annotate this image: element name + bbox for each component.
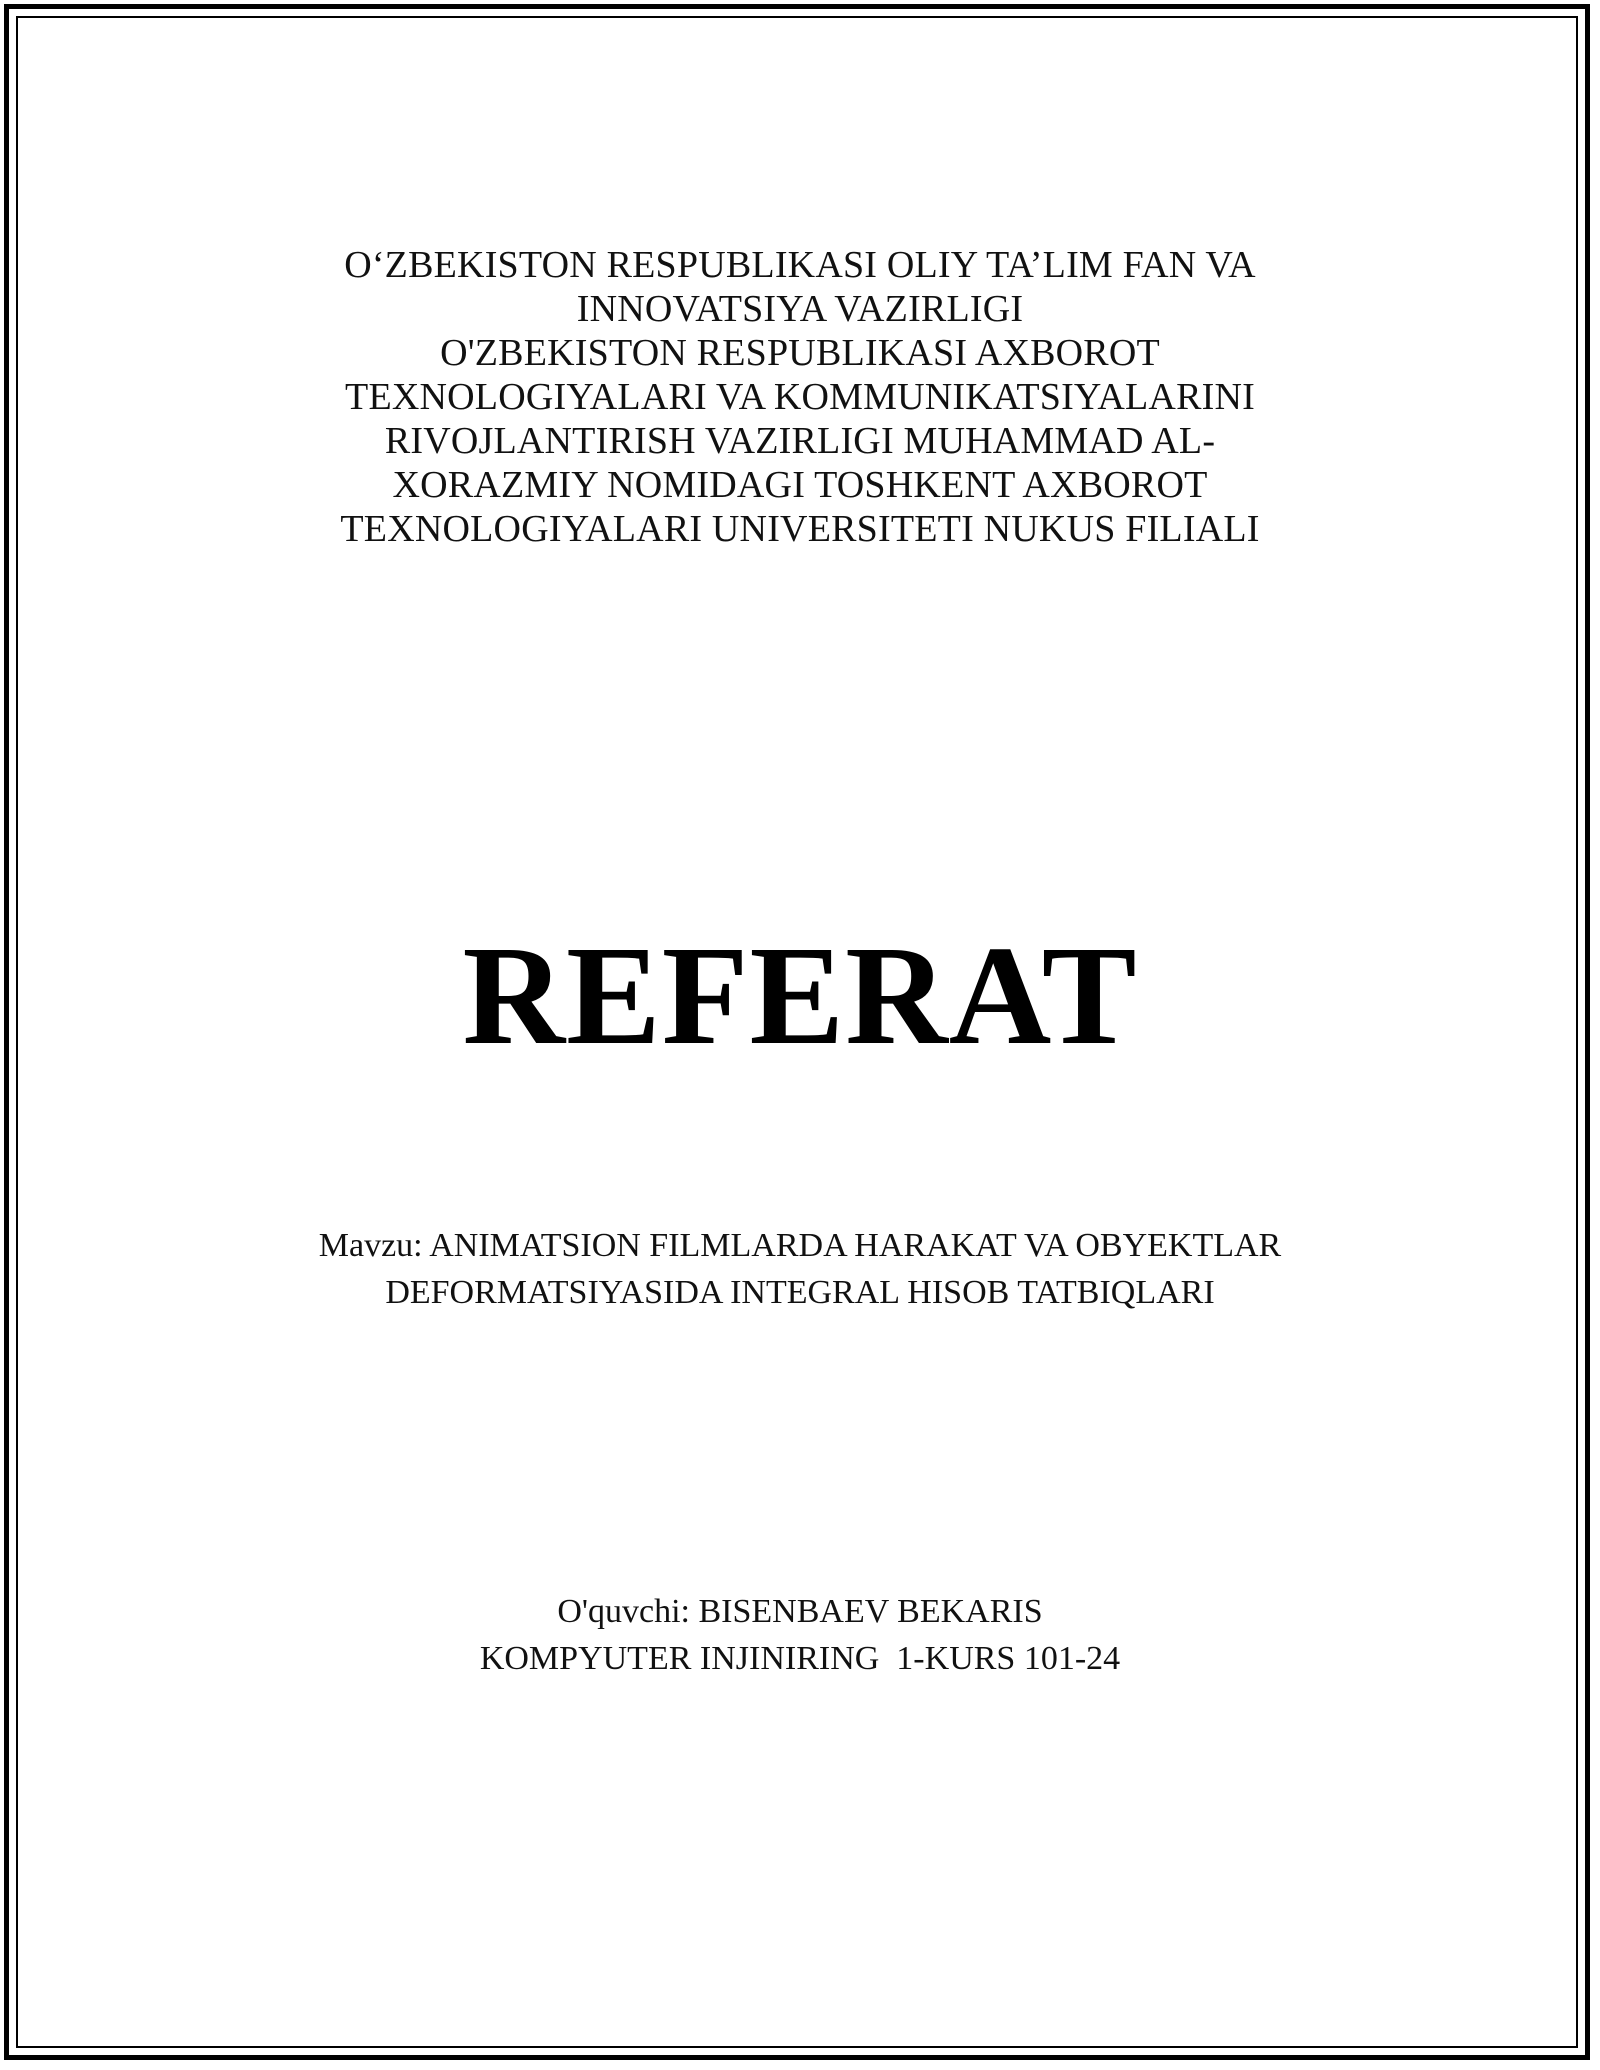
topic-block [200, 1222, 1400, 1316]
student-info [200, 1588, 1400, 1682]
student-group: KOMPYUTER INJINIRING 1-KURS 101-24 [479, 1640, 1121, 1677]
header-line: O'ZBEKISTON RESPUBLIKASI AXBOROT [440, 332, 1160, 374]
topic-line: DEFORMATSIYASIDA INTEGRAL HISOB TATBIQLARI [385, 1274, 1215, 1311]
header-line: TEXNOLOGIYALARI VA KOMMUNIKATSIYALARINI [345, 376, 1255, 418]
header-line: INNOVATSIYA VAZIRLIGI [576, 288, 1024, 330]
header-line: XORAZMIY NOMIDAGI TOSHKENT AXBOROT [392, 464, 1208, 506]
header-line: RIVOJLANTIRISH VAZIRLIGI MUHAMMAD AL- [384, 420, 1216, 462]
student-name: O'quvchi: BISENBAEV BEKARIS [557, 1593, 1043, 1630]
header-line: TEXNOLOGIYALARI UNIVERSITETI NUKUS FILIALI [340, 508, 1260, 550]
header-line: O‘ZBEKISTON RESPUBLIKASI OLIY TA’LIM FAN VA [344, 244, 1256, 286]
topic-line: Mavzu: ANIMATSION FILMLARDA HARAKAT VA OBYEKTLAR [318, 1227, 1282, 1264]
institution-header [200, 243, 1400, 551]
document-title: REFERAT [462, 916, 1138, 1074]
